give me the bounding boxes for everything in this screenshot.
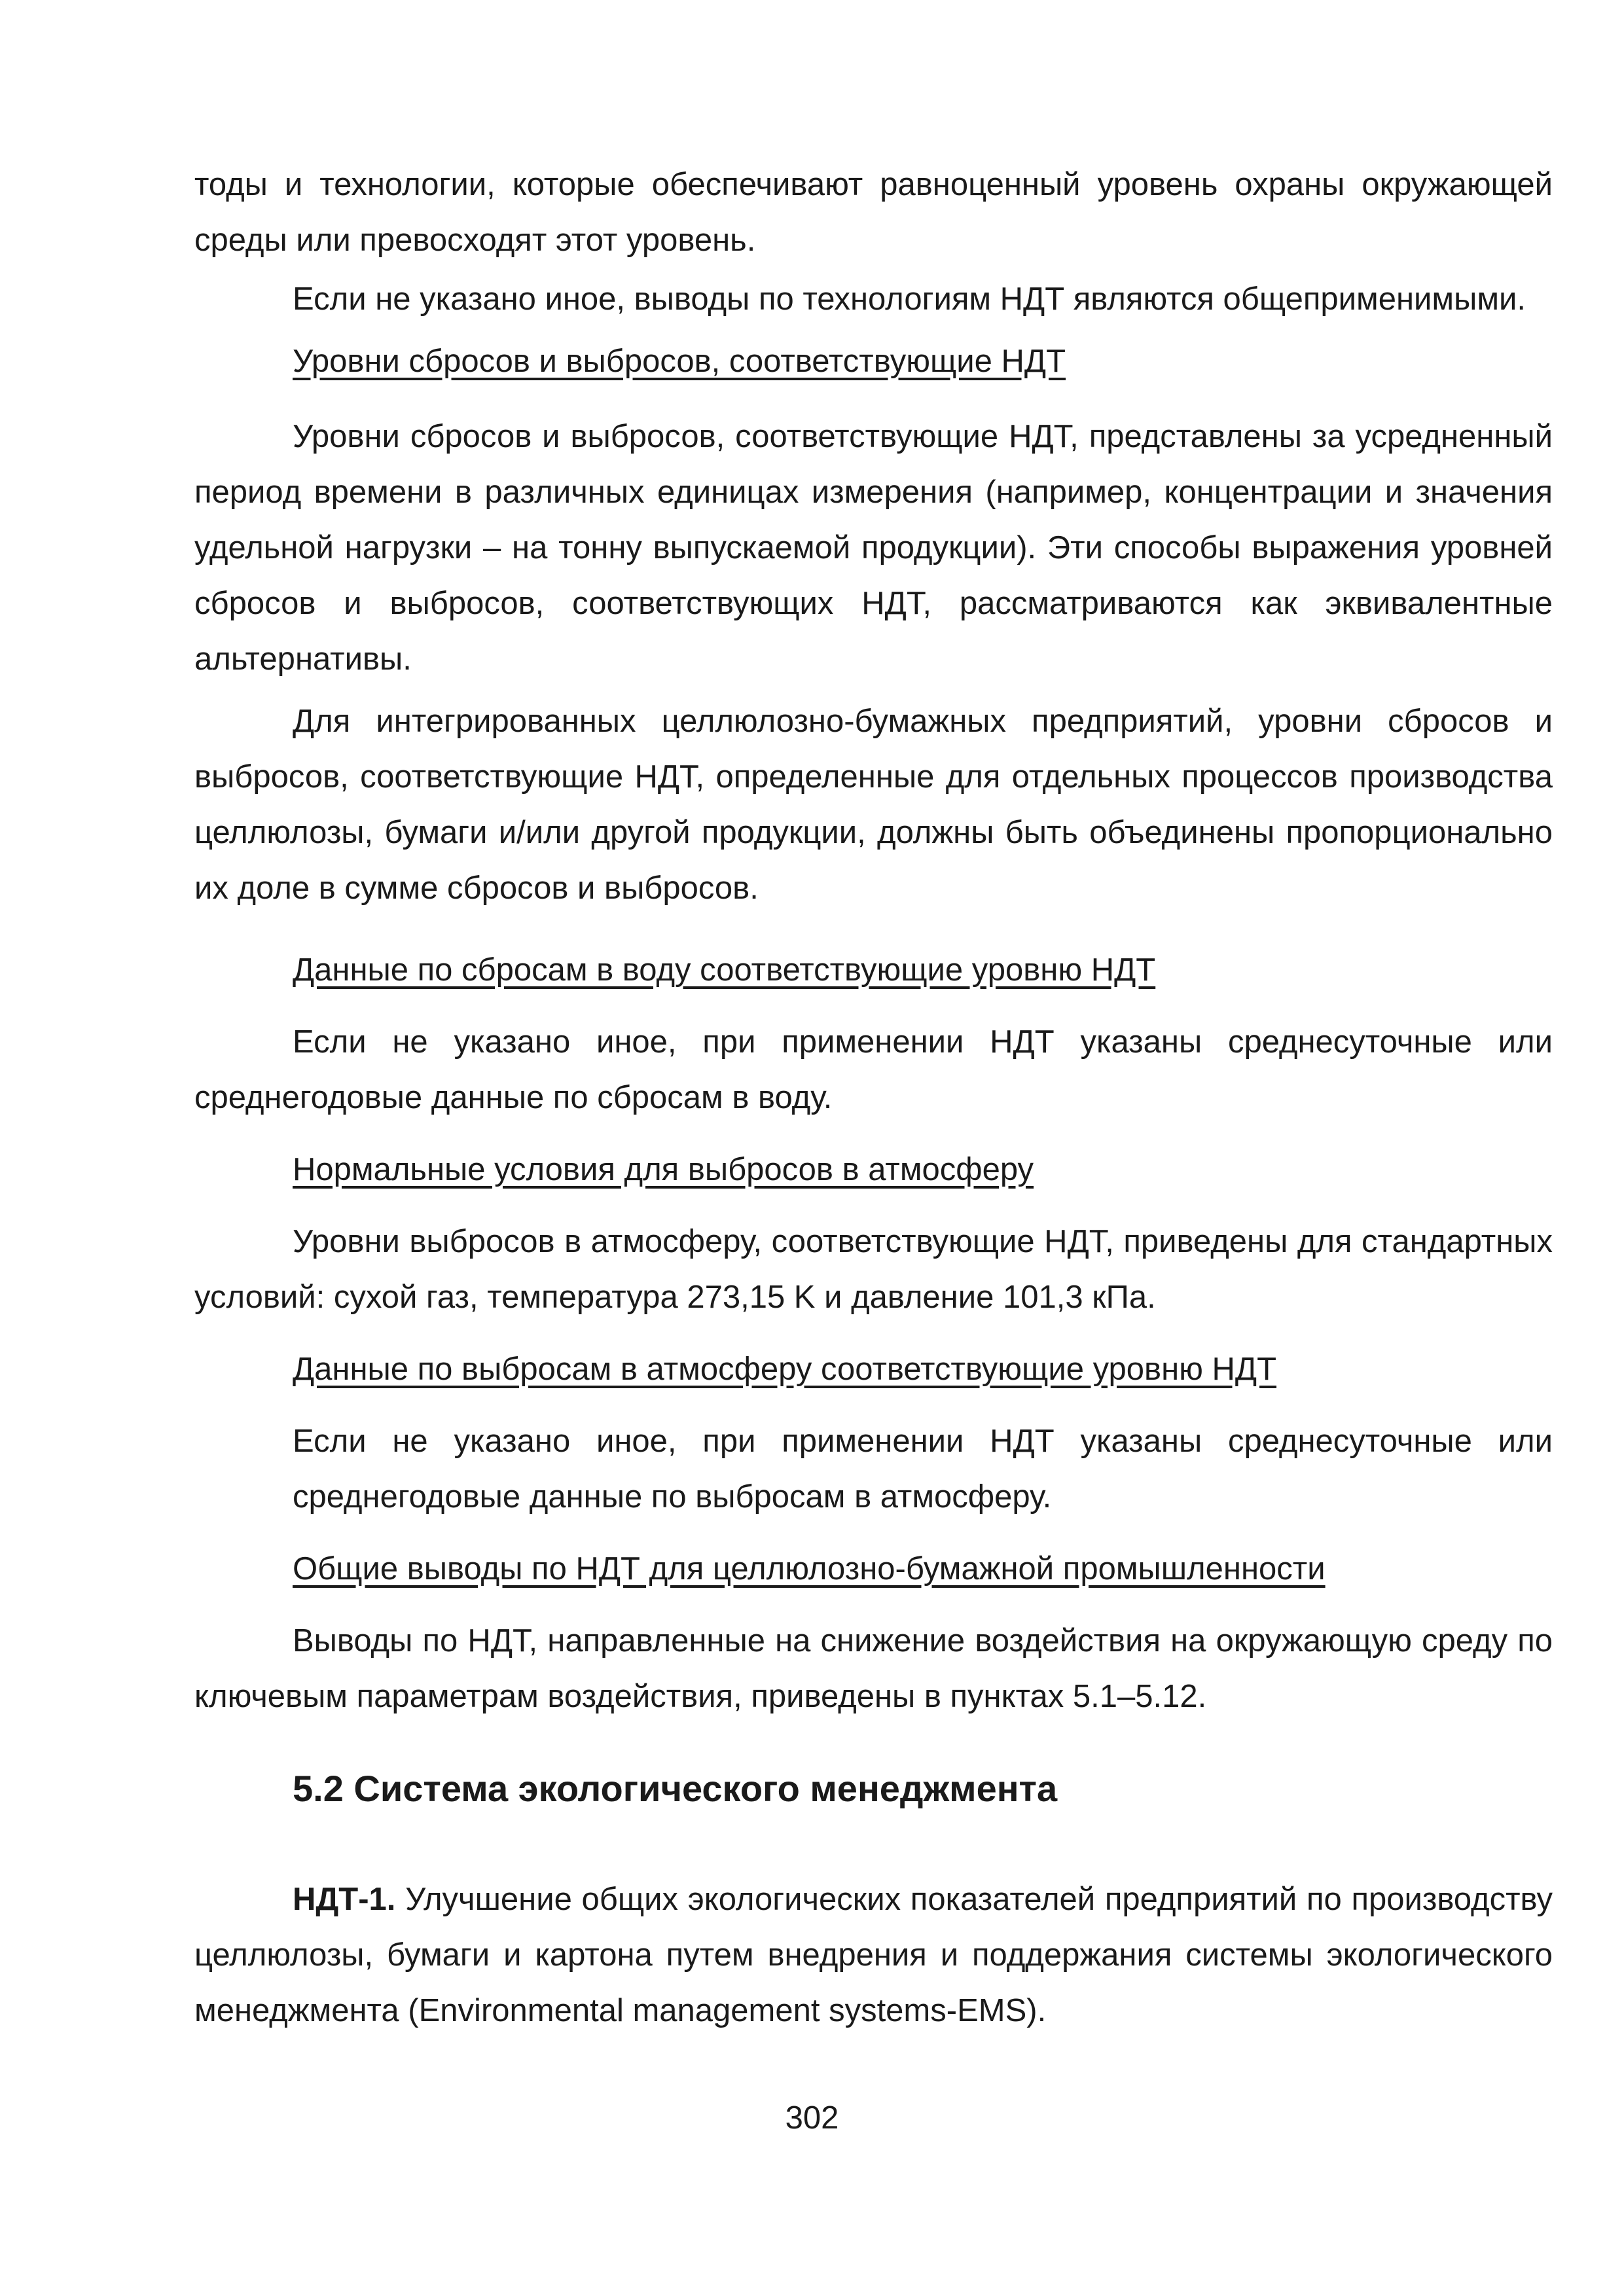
heading-normal-conditions: Нормальные условия для выбросов в атмосферу (293, 1152, 1034, 1187)
heading-air-emission-data: Данные по выбросам в атмосферу соответствующие уровню НДТ (293, 1352, 1277, 1387)
paragraph-normal-conditions: Уровни выбросов в атмосферу, соответствующие НДТ, приведены для стандартных условий: сухой газ, температура 273,15 K и давление 101,3 кПа. (194, 1224, 1553, 1315)
paragraph-general-conclusions: Выводы по НДТ, направленные на снижение воздействия на окружающую среду по ключевым параметрам воздействия, приведены в пунктах 5.1–5.12. (194, 1623, 1553, 1714)
heading-general-conclusions: Общие выводы по НДТ для целлюлозно-бумажной промышленности (293, 1551, 1326, 1587)
ndt-text: Улучшение общих экологических показателей предприятий по производству целлюлозы, бумаги и картона путем внедрения и поддержания системы экологического менеджмента (Environmental management systems-EMS). (194, 1882, 1553, 2028)
paragraph-water-discharge: Если не указано иное, при применении НДТ указаны среднесуточные или среднегодовые данные по сбросам в воду. (194, 1024, 1553, 1115)
paragraph-emission-levels: Уровни сбросов и выбросов, соответствующие НДТ, представлены за усредненный период времени в различных единицах измерения (например, концентрации и значения удельной нагрузки – на тонну выпускаемой продукции). Эти способы выражения уровней сбросов и выбросов, соответствующих НДТ, рассматриваются как эквивалентные альтернативы. (194, 419, 1553, 677)
section-title: 5.2 Система экологического менеджмента (293, 1768, 1058, 1809)
paragraph-integrated-enterprises: Для интегрированных целлюлозно-бумажных предприятий, уровни сбросов и выбросов, соответствующие НДТ, определенные для отдельных процессов производства целлюлозы, бумаги и/или другой продукции, должны быть объединены пропорционально их доле в сумме сбросов и выбросов. (194, 704, 1553, 906)
paragraph-continuation: тоды и технологии, которые обеспечивают равноценный уровень охраны окружающей среды или превосходят этот уровень. (194, 167, 1553, 258)
ndt-label: НДТ-1. (293, 1882, 396, 1917)
paragraph-air-emission-data: Если не указано иное, при применении НДТ указаны среднесуточные или среднегодовые данные по выбросам в атмосферу. (293, 1424, 1553, 1515)
page-number: 302 (785, 2100, 839, 2136)
heading-emission-levels: Уровни сбросов и выбросов, соответствующие НДТ (293, 344, 1066, 379)
paragraph-general-applicability: Если не указано иное, выводы по технологиям НДТ являются общеприменимыми. (293, 281, 1526, 317)
heading-water-discharge: Данные по сбросам в воду соответствующие уровню НДТ (293, 952, 1156, 988)
paragraph-ndt-1 (194, 1872, 1553, 2039)
